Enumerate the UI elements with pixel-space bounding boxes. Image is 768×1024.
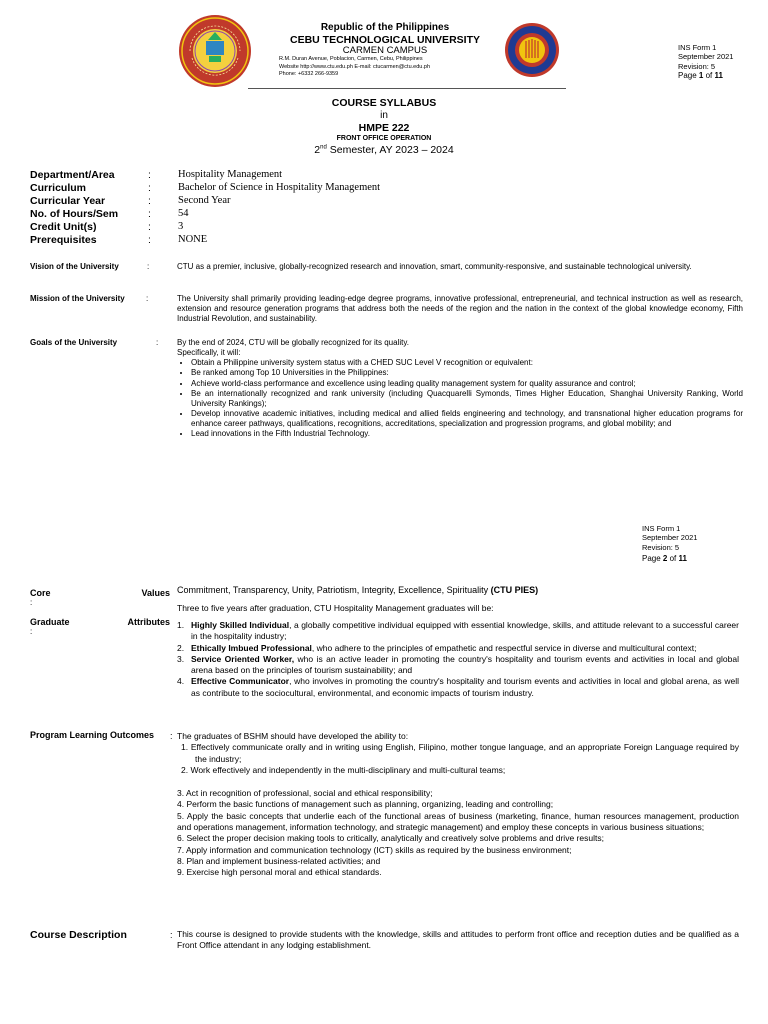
plo-item: 5. Apply the basic concepts that underlie each of the functional areas of business (marketing, finance, human resources management, production and operations management, information technology, and strategic management) and employ these concepts in various business situations; <box>177 810 739 833</box>
website-line: Website http://www.ctu.edu.ph E-mail: ctucarmen@ctu.edu.ph <box>279 63 430 70</box>
graduate-attributes-list <box>177 620 739 699</box>
asean-logo <box>504 22 560 78</box>
course-description-label: Course Description <box>30 929 127 941</box>
goals-label: Goals of the University <box>30 338 118 347</box>
vision-colon: : <box>147 262 150 271</box>
university-header <box>265 22 505 78</box>
form-revision: Revision: 5 <box>642 542 680 552</box>
university-name: CEBU TECHNOLOGICAL UNIVERSITY <box>290 33 480 46</box>
plo-item: 2. Work effectively and independently in the multi-disciplinary and multi-cultural teams; <box>181 764 506 775</box>
form-label: INS Form 1 <box>642 524 681 533</box>
graduate-attributes-intro: Three to five years after graduation, CTU Hospitality Management graduates will be: <box>177 603 494 613</box>
address-line: R.M. Duran Avenue, Poblacion, Carmen, Cebu, Philippines <box>279 56 423 63</box>
attribute-item: 4. Effective Communicator, who involves in promoting the country's hospitality and tourism events and activities in local and global arena, as well as contribute to the sociocultural, environmental, and economic impacts of tourism industry. <box>177 676 739 698</box>
university-seal-logo <box>178 14 252 88</box>
form-info-page1 <box>678 43 733 81</box>
vision-text: CTU as a premier, inclusive, globally-recognized research and innovation, smart, community-responsive, and sustainable technological university. <box>177 262 692 271</box>
goals-colon: : <box>156 338 159 347</box>
core-values-text: Commitment, Transparency, Unity, Patriotism, Integrity, Excellence, Spirituality (CTU PIES) <box>177 585 539 595</box>
republic-line: Republic of the Philippines <box>320 22 450 33</box>
graduate-attributes-label: Graduate Attributes : <box>30 617 170 636</box>
plo-block <box>177 731 739 879</box>
attribute-item: 3. Service Oriented Worker, who is an active leader in promoting the country's hospitality and tourism events and activities in local and global arena based on the principles of tourism sustainability; and <box>177 653 739 676</box>
plo-item: 4. Perform the basic functions of management such as planning, organizing, leading and controlling; <box>177 799 554 810</box>
course-description-colon: : <box>170 930 173 940</box>
plo-item: 7. Apply information and communication technology (ICT) skills as required by the business environment; <box>177 844 572 855</box>
course-name: FRONT OFFICE OPERATION <box>336 135 432 142</box>
course-description-text: This course is designed to provide students with the knowledge, skills and attitudes to perform front office and reception duties and be qualified as a Front Office attendant in any lodging establishment. <box>177 929 739 951</box>
goals-intro-specific: Specifically, it will: <box>177 348 241 358</box>
header-divider <box>248 88 566 89</box>
plo-item: 8. Plan and implement business-related activities; and <box>177 855 381 866</box>
semester-line: 2nd Semester, AY 2023 – 2024 <box>314 144 454 156</box>
mission-text: The University shall primarily providing leading-edge degree programs, innovative professional, entrepreneurial, and technical instruction as well as research, extension and resource generation programs that address both the needs of the region and the nation in the context of the global knowledge economy, Fifth Industrial Revolution, and sustainability. <box>177 294 743 324</box>
goal-item: • Be ranked among Top 10 Universities in the Philippines: <box>191 368 743 378</box>
syllabus-in: in <box>380 110 388 121</box>
mission-colon: : <box>146 294 149 303</box>
plo-item: 3. Act in recognition of professional, social and ethical responsibility; <box>177 788 433 799</box>
phone-line: Phone: +6332 266-9359 <box>279 70 339 77</box>
core-values-label: Core Values : <box>30 588 170 607</box>
vision-label: Vision of the University <box>30 262 119 271</box>
form-date: September 2021 <box>642 533 698 543</box>
page-number: Page 2 of 11 <box>642 554 687 564</box>
plo-item: 6. Select the proper decision making tools to critically, analytically and creatively solve problems and drive results; <box>177 833 604 844</box>
goals-list <box>177 358 743 439</box>
goal-item: • Achieve world-class performance and excellence using leading quality management system for quality assurance and control; <box>191 379 743 389</box>
goals-intro: By the end of 2024, CTU will be globally recognized for its quality. <box>177 338 409 347</box>
goal-item: • Develop innovative academic initiatives, including medical and allied fields engineering and technology, and transnational higher education programs for enhance career pathways, qualifications, recognitions, accreditations, specialization and progression programs, and global mobility; and <box>191 409 743 429</box>
mission-label: Mission of the University <box>30 294 125 303</box>
page-number: Page 1 of 11 <box>678 71 723 81</box>
course-code: HMPE 222 <box>358 122 410 134</box>
attribute-item: 1. Highly Skilled Individual, a globally competitive individual equipped with essential knowledge, skills, and attitude relevant to a successful career in the hospitality industry; <box>177 620 739 642</box>
form-revision: Revision: 5 <box>678 61 716 71</box>
form-date: September 2021 <box>678 52 734 62</box>
goal-item: • Be an internationally recognized and rank university (including Quacquarelli Symonds, Times Higher Education, Shanghai University Ranking, World University Rankings); <box>191 389 743 409</box>
goal-item: • Lead innovations in the Fifth Industrial Technology. <box>191 429 743 439</box>
campus-name: CARMEN CAMPUS <box>342 44 428 56</box>
attribute-item: 2. Ethically Imbued Professional, who adhere to the principles of empathetic and respectful service in diverse and multicultural context; <box>177 642 697 653</box>
plo-intro: The graduates of BSHM should have developed the ability to: <box>177 731 409 741</box>
plo-item: 1. Effectively communicate orally and in writing using English, Filipino, mother tongue language, and an appropriate Foreign Language required by the industry; <box>181 742 739 764</box>
goals-block <box>177 338 743 440</box>
plo-label: Program Learning Outcomes <box>30 730 155 740</box>
plo-colon: : <box>170 731 173 741</box>
plo-item: 9. Exercise high personal moral and ethical standards. <box>177 867 382 878</box>
syllabus-title: COURSE SYLLABUS <box>331 97 437 109</box>
form-label: INS Form 1 <box>678 43 717 52</box>
goal-item: • Obtain a Philippine university system status with a CHED SUC Level V recognition or equivalent: <box>191 358 743 368</box>
form-info-page2 <box>642 524 697 564</box>
